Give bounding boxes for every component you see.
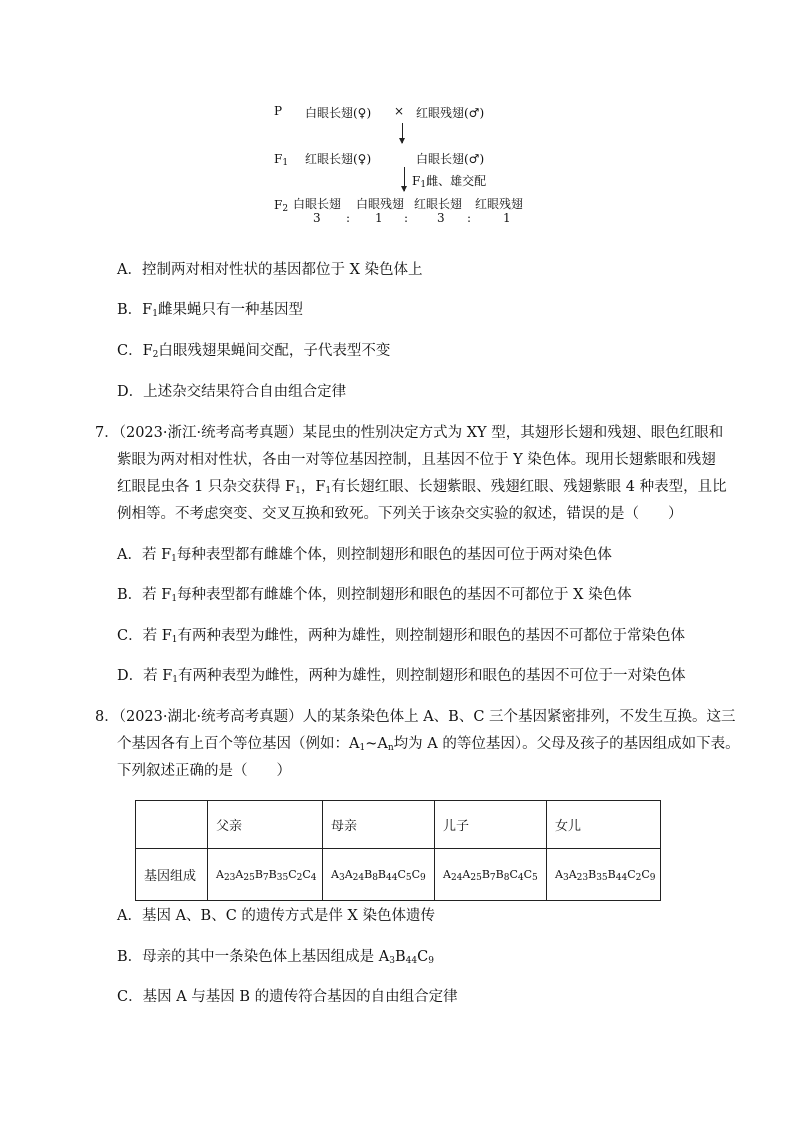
allele-letter: A: [568, 868, 577, 881]
option-d: D．若 $F_1$有两种表型为雌性，两种为雄性，则控制翅形和眼色的基因不可位于一对染色体: [117, 668, 686, 685]
allele-index: 23: [576, 873, 589, 883]
allele-index: 9: [649, 873, 656, 883]
f2-phenotype: 红眼长翅: [414, 197, 463, 211]
allele-letter: A: [462, 868, 471, 881]
allele-letter: B: [481, 868, 490, 881]
allele-index: 23: [223, 873, 236, 883]
table-header-cell: [136, 801, 208, 849]
allele-index: 5: [532, 873, 538, 883]
cross-symbol: ×: [394, 104, 405, 118]
genotype-cell: [208, 849, 323, 901]
genotype-cell: [435, 849, 547, 901]
allele-letter: C: [641, 868, 650, 881]
p-female-phenotype: 白眼长翅(♀): [305, 106, 372, 120]
option-b: B．若 $F_1$每种表型都有雌雄个体，则控制翅形和眼色的基因不可都位于 X 染色体: [117, 587, 632, 604]
ratio-separator: :: [346, 211, 351, 225]
f2-ratio: 3: [313, 211, 321, 225]
allele-letter: A: [331, 868, 339, 881]
question-stem-line: 例相等。不考虑突变、交叉互换和致死。下列关于该杂交实验的叙述，错误的是（ ）: [117, 506, 683, 522]
option-b: B．母亲的其中一条染色体上基因组成是 $A_3B_{44}C_9$: [117, 949, 434, 966]
question-stem-line: 7．（2023·浙江·统考高考真题）某昆虫的性别决定方式为 XY 型，其翅形长翅和残翅、眼色红眼和: [95, 425, 724, 441]
genotype-cell: [323, 849, 435, 901]
allele-letter: B: [364, 868, 373, 881]
table-header-cell: 母亲: [323, 801, 435, 849]
allele-letter: C: [509, 868, 518, 881]
allele-letter: C: [411, 868, 421, 881]
p-generation-label: P: [274, 104, 283, 118]
table-header-cell: 儿子: [435, 801, 547, 849]
allele-letter: C: [627, 868, 636, 881]
option-a: A．控制两对相对性状的基因都位于 X 染色体上: [117, 262, 423, 278]
f1-generation-label: $F_1$: [274, 152, 289, 168]
allele-letter: A: [216, 868, 224, 881]
allele-index: 2: [296, 873, 303, 883]
allele-letter: B: [377, 868, 387, 881]
down-arrow-icon: [404, 167, 405, 191]
question-stem-line: 下列叙述正确的是（ ）: [117, 763, 291, 779]
allele-index: 4: [517, 873, 524, 883]
down-arrow-icon: [402, 123, 403, 143]
table-header-cell: 父亲: [208, 801, 323, 849]
table-header-cell: 女儿: [547, 801, 661, 849]
f2-ratio: 1: [375, 211, 383, 225]
table-header-row: [136, 801, 661, 849]
option-c: C．$F_2$白眼残翅果蝇间交配，子代表型不变: [117, 343, 391, 360]
allele-index: 4: [310, 873, 317, 883]
allele-letter: C: [302, 868, 311, 881]
ratio-separator: :: [404, 211, 409, 225]
f2-phenotype: 白眼残翅: [356, 197, 405, 211]
allele-letter: A: [443, 868, 451, 881]
table-row: [136, 849, 661, 901]
allele-letter: C: [288, 868, 297, 881]
f1-cross-note: $F_1$雌、雄交配: [412, 174, 487, 190]
allele-index: 9: [420, 873, 426, 883]
allele-index: 3: [338, 873, 345, 883]
option-c: C．若 $F_1$有两种表型为雌性，两种为雄性，则控制翅形和眼色的基因不可都位于常染色体: [117, 628, 685, 645]
allele-letter: A: [235, 868, 244, 881]
allele-letter: B: [607, 868, 616, 881]
allele-index: 24: [450, 873, 463, 883]
option-d: D．上述杂交结果符合自由组合定律: [117, 384, 347, 400]
allele-index: 24: [352, 873, 365, 883]
allele-index: 35: [276, 873, 289, 883]
allele-index: 44: [615, 873, 628, 883]
option-b: B．$F_1$雌果蝇只有一种基因型: [117, 302, 303, 319]
question-stem-line: 个基因各有上百个等位基因（例如：$A_1\sim A_n$均为 A 的等位基因）。父母及孩子的基因组成如下表。: [117, 736, 740, 753]
genotype-cell: [547, 849, 661, 901]
allele-letter: C: [397, 868, 406, 881]
f2-generation-label: $F_2$: [274, 198, 289, 214]
allele-index: 8: [503, 873, 510, 883]
question-stem-line: 红眼昆虫各 1 只杂交获得 $F_1$，$F_1$有长翅红眼、长翅紫眼、残翅红眼、残翅紫眼 4 种表型，且比: [117, 479, 727, 496]
allele-letter: B: [254, 868, 263, 881]
allele-index: 25: [243, 873, 255, 883]
allele-index: 2: [635, 873, 642, 883]
option-c: C．基因 A 与基因 B 的遗传符合基因的自由组合定律: [117, 989, 458, 1005]
ratio-separator: :: [467, 211, 472, 225]
f2-ratio: 3: [437, 211, 445, 225]
option-a: A．若 $F_1$每种表型都有雌雄个体，则控制翅形和眼色的基因可位于两对染色体: [117, 547, 612, 564]
allele-letter: B: [268, 868, 277, 881]
f1-male-phenotype: 白眼长翅(♂): [416, 152, 485, 166]
allele-index: 5: [405, 873, 412, 883]
allele-letter: B: [495, 868, 504, 881]
allele-letter: C: [523, 868, 533, 881]
allele-index: 25: [470, 873, 482, 883]
f1-female-phenotype: 红眼长翅(♀): [305, 152, 372, 166]
question-stem-line: 紫眼为两对相对性状，各由一对等位基因控制，且基因不位于 Y 染色体。现用长翅紫眼和残翅: [117, 452, 716, 468]
allele-index: 8: [372, 873, 378, 883]
allele-index: 7: [262, 873, 269, 883]
allele-letter: A: [344, 868, 353, 881]
allele-letter: A: [555, 868, 563, 881]
allele-index: 35: [596, 873, 608, 883]
f2-phenotype: 白眼长翅: [293, 197, 342, 211]
option-a: A．基因 A、B、C 的遗传方式是伴 X 染色体遗传: [117, 908, 435, 924]
row-label: 基因组成: [136, 849, 208, 901]
p-male-phenotype: 红眼残翅(♂): [416, 106, 485, 120]
f2-ratio: 1: [503, 211, 511, 225]
genotype-table: [135, 800, 661, 901]
allele-index: 44: [386, 873, 398, 883]
question-stem-line: 8．（2023·湖北·统考高考真题）人的某条染色体上 A、B、C 三个基因紧密排列，不发生互换。这三: [95, 709, 736, 725]
allele-letter: B: [588, 868, 597, 881]
allele-index: 7: [489, 873, 496, 883]
allele-index: 3: [562, 873, 569, 883]
f2-phenotype: 红眼残翅: [475, 197, 524, 211]
